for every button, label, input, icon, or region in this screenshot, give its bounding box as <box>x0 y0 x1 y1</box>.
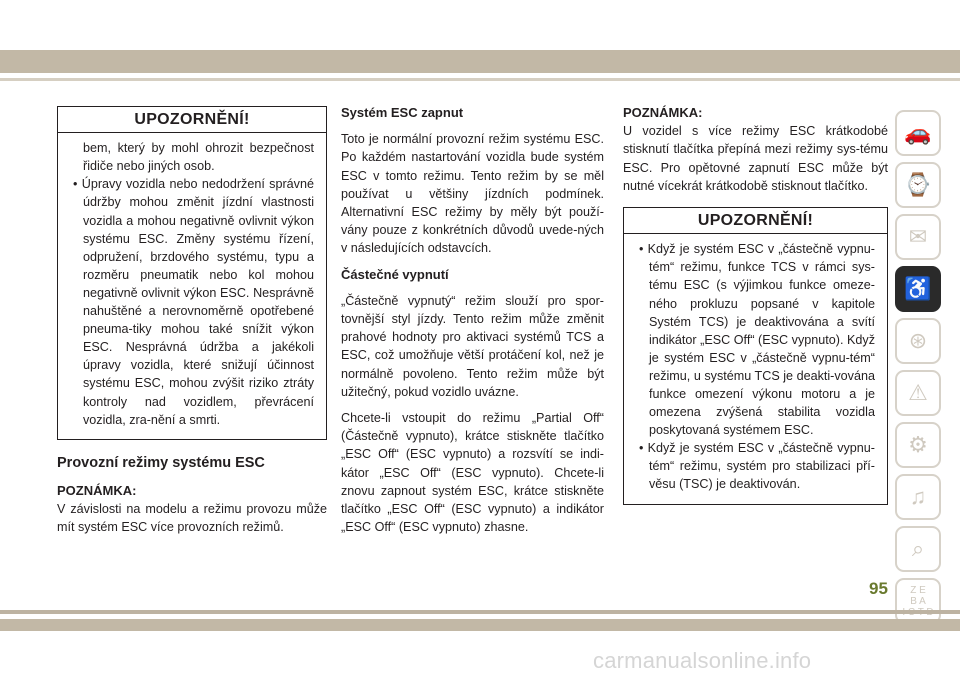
warning-box-right <box>623 207 888 505</box>
warning-lights-icon[interactable]: ✉ <box>895 214 941 260</box>
emergency-icon[interactable]: ⚠ <box>895 370 941 416</box>
right-column <box>623 104 888 505</box>
note-label: POZNÁMKA: <box>57 483 137 498</box>
note-text-right: U vozidel s více režimy ESC krátkodobé stisknutí tlačítka přepíná mezi režimy sys-tému ESC. Pro opětovné zapnutí ESC může být nutné vícekrát krátkodobě stisknout tlačítko. <box>623 124 888 193</box>
warning-bullet-2: • Když je systém ESC v „částečně vypnu-tém“ režimu, systém pro stabilizaci pří-věsu (TSC) je deaktivován. <box>639 441 875 492</box>
chapter-tabs <box>895 110 941 630</box>
note-label-right: POZNÁMKA: <box>623 105 703 120</box>
middle-column <box>341 104 604 544</box>
page-number: 95 <box>869 579 888 598</box>
car-info-icon[interactable]: 🚗 <box>895 110 941 156</box>
partial-off-text: „Částečně vypnutý“ režim slouží pro spor-tovnější styl jízdy. Tento režim může změnit prahové hodnoty pro aktivaci systémů TCS a ESC, což umožňuje větší protáčení kol, než je normálně povoleno. Tento režim může být užitečný, pokud vozidlo uvázne. <box>341 293 604 399</box>
bottom-rule <box>0 610 960 614</box>
warning-title: UPOZORNĚNÍ! <box>58 107 326 133</box>
top-rule <box>0 78 960 81</box>
left-note <box>57 482 327 545</box>
warning-title-right: UPOZORNĚNÍ! <box>624 208 887 234</box>
warning-continuation: bem, který by mohl ohrozit bezpečnost řidiče nebo jiných osob. <box>83 141 314 174</box>
left-column <box>57 106 327 440</box>
multimedia-icon[interactable]: ♫ <box>895 474 941 520</box>
warning-bullet-1: • Když je systém ESC v „částečně vypnu-tém“ režimu, funkce TCS v rámci sys-tému ESC (s výjimkou funkce omeze-ného prokluzu popsané v kapitole Systém TCS) je deaktivována a svítí indikátor „ESC Off“ (ESC vypnuto). Když je systém ESC v „částečně vypnu-tém“ režimu, u systému TCS je deakti-vována funkce omezení výkonu motoru a je omezena zvýšená stabilita vozidla poskytovaná systémem ESC. <box>639 242 875 438</box>
search-icon[interactable]: ⌕ <box>895 526 941 572</box>
warning-box-left <box>57 106 327 440</box>
warning-bullet: • Úpravy vozidla nebo nedodržení správné údržby mohou změnit jízdní vlastnosti vozidla a mohou negativně ovlivnit výkon systému ESC. Změny systému řízení, odpružení, brzdového systému, typu a rozměru pneumatik nebo kol mohou negativně ovlivnit výkon ESC. Nesprávně nahuštěné a nerovnoměrně opotřebené pneuma-tiky mohou také snížit výkon ESC. Nesprávná údržba a jakékoli úpravy vozidla, které snižují účinnost systému ESC, mohou zvýšit riziko ztráty kontroly nad vozidlem, převrácení vozidla, zra-nění a smrti. <box>73 177 314 427</box>
dashboard-icon[interactable]: ⌚ <box>895 162 941 208</box>
watermark: carmanualsonline.info <box>593 648 812 673</box>
note-text: V závislosti na modelu a režimu provozu může mít systém ESC více provozních režimů. <box>57 502 327 535</box>
partial-off-heading: Částečné vypnutí <box>341 266 449 282</box>
steering-wheel-icon[interactable]: ⊛ <box>895 318 941 364</box>
top-band <box>0 50 960 73</box>
activate-text: Chcete-li vstoupit do režimu „Partial Off“ (Částečně vypnuto), krátce stiskněte tlačítko „ESC Off“ (ESC vypnuto) a rozsvítí se indi-kátor „ESC Off“ (ESC vypnuto). Chcete-li znovu zapnout systém ESC, krátce stiskněte tlačítko „ESC Off“ (ESC vypnuto) a indikátor „ESC Off“ (ESC vypnuto) zhasne. <box>341 411 604 535</box>
service-icon[interactable]: ⚙ <box>895 422 941 468</box>
section-title: Provozní režimy systému ESC <box>57 455 265 471</box>
esc-on-text: Toto je normální provozní režim systému ESC. Po každém nastartování vozidla bude systém ESC v tomto režimu. Tento režim by se měl používat u většiny jízdních podmínek. Alternativní ESC režimy by měly být použí-vány pouze z konkrétních důvodů uvede-ných v následujících odstavcích. <box>341 132 604 256</box>
index-icon[interactable]: Z E B A <box>895 578 941 624</box>
esc-on-heading: Systém ESC zapnut <box>341 105 464 120</box>
bottom-band <box>0 619 960 631</box>
safety-icon[interactable]: ♿ <box>895 266 941 312</box>
